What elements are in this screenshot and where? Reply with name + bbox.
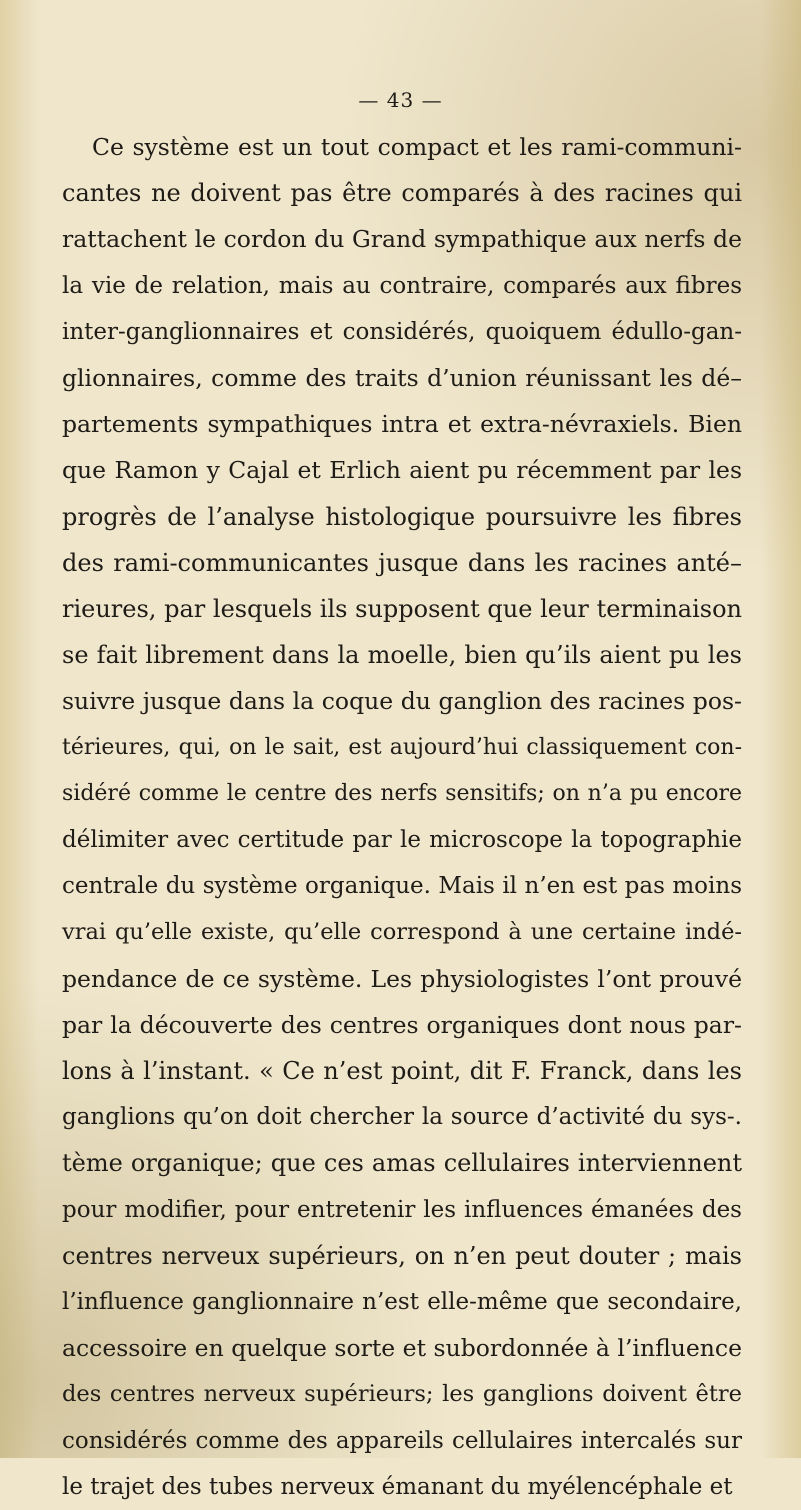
text-line: des rami-communicantes jusque dans les racines anté– — [62, 548, 742, 577]
page-number: — 43 — — [358, 88, 443, 112]
text-line: par la découverte des centres organiques dont nous par- — [62, 1010, 742, 1039]
text-line: vrai qu’elle existe, qu’elle correspond à une certaine indé- — [62, 919, 742, 946]
text-line: considérés comme des appareils cellulaires intercalés sur — [62, 1427, 742, 1454]
text-line: cantes ne doivent pas être comparés à des racines qui — [62, 179, 742, 208]
text-line: centres nerveux supérieurs, on n’en peut douter ; mais — [62, 1241, 742, 1270]
text-line: le trajet des tubes nerveux émanant du myélencéphale et — [62, 1473, 733, 1500]
text-line: pour modifier, pour entretenir les influences émanées des — [62, 1196, 742, 1223]
body-paragraph — [62, 124, 742, 1510]
text-line: rieures, par lesquels ils supposent que leur terminaison — [62, 595, 742, 624]
text-line: des centres nerveux supérieurs; les ganglions doivent être — [62, 1381, 742, 1408]
text-line: rattachent le cordon du Grand sympathique aux nerfs de — [62, 225, 742, 254]
text-line: que Ramon y Cajal et Erlich aient pu récemment par les — [62, 456, 742, 485]
text-line: lons à l’instant. « Ce n’est point, dit F. Franck, dans les — [62, 1057, 742, 1086]
text-line: pendance de ce système. Les physiologistes l’ont prouvé — [62, 964, 742, 993]
text-line: tème organique; que ces amas cellulaires interviennent — [62, 1149, 742, 1178]
text-line: Ce système est un tout compact et les rami-communi- — [92, 133, 742, 161]
text-line: partements sympathiques intra et extra-névraxiels. Bien — [62, 410, 742, 439]
text-line: inter-ganglionnaires et considérés, quoiquem édullo-gan- — [62, 318, 742, 345]
text-line: l’influence ganglionnaire n’est elle-même que secondaire, — [62, 1289, 742, 1316]
text-line: suivre jusque dans la coque du ganglion des racines pos- — [62, 687, 742, 716]
text-line: glionnaires, comme des traits d’union réunissant les dé– — [62, 364, 742, 393]
text-line: térieures, qui, on le sait, est aujourd’hui classiquement con- — [62, 734, 742, 760]
text-line: délimiter avec certitude par le microscope la topographie — [62, 827, 742, 854]
text-line: la vie de relation, mais au contraire, comparés aux fibres — [62, 272, 742, 299]
text-line: accessoire en quelque sorte et subordonnée à l’influence — [62, 1334, 742, 1363]
text-line: se fait librement dans la moelle, bien qu’ils aient pu les — [62, 641, 742, 670]
text-line: progrès de l’analyse histologique poursuivre les fibres — [62, 502, 742, 531]
text-line: ganglions qu’on doit chercher la source d’activité du sys-. — [62, 1104, 742, 1131]
text-line: sidéré comme le centre des nerfs sensitifs; on n’a pu encore — [62, 780, 742, 806]
text-line: centrale du système organique. Mais il n’en est pas moins — [62, 873, 742, 900]
